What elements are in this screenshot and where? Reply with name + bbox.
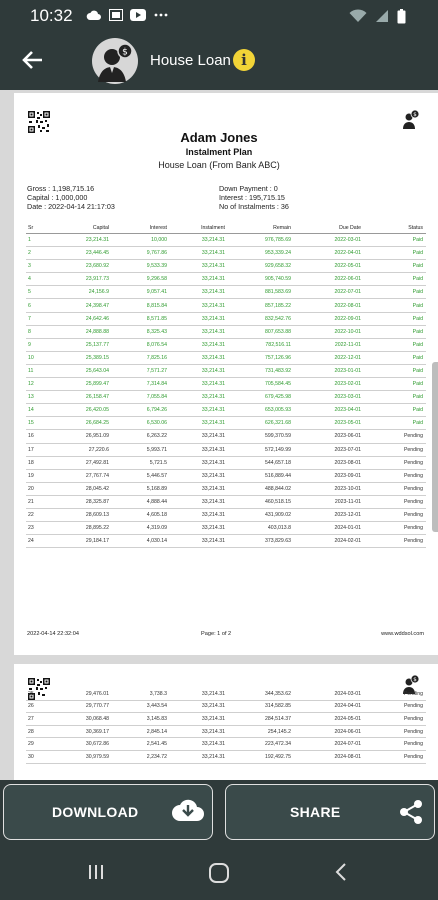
cell-interest: 4,319.09 bbox=[112, 522, 170, 535]
col-interest: Interest bbox=[112, 223, 170, 234]
table-row bbox=[26, 338, 426, 351]
report-page-1 bbox=[14, 93, 438, 655]
cell-status: Pending bbox=[364, 738, 426, 751]
cell-instalment: 33,214.31 bbox=[170, 725, 228, 738]
cell-remain: 929,658.32 bbox=[228, 260, 294, 273]
app-title: House Loan bbox=[150, 52, 231, 69]
cell-capital: 23,214.31 bbox=[54, 234, 112, 247]
cell-interest: 2,234.72 bbox=[112, 750, 170, 763]
cell-sr: 7 bbox=[26, 312, 54, 325]
cell-due-date: 2022-04-01 bbox=[294, 247, 364, 260]
cell-instalment: 33,214.31 bbox=[170, 688, 228, 700]
cell-instalment: 33,214.31 bbox=[170, 495, 228, 508]
svg-text:$: $ bbox=[122, 47, 128, 58]
table-row bbox=[26, 260, 426, 273]
cell-instalment: 33,214.31 bbox=[170, 443, 228, 456]
cell-instalment: 33,214.31 bbox=[170, 713, 228, 726]
cell-remain: 403,013.8 bbox=[228, 522, 294, 535]
cell-due-date: 2022-09-01 bbox=[294, 312, 364, 325]
capital-value: Capital : 1,000,000 bbox=[27, 192, 88, 202]
cell-interest: 6,530.06 bbox=[112, 417, 170, 430]
cell-sr: 11 bbox=[26, 364, 54, 377]
system-nav-bar bbox=[0, 846, 438, 900]
cell-sr: 22 bbox=[26, 508, 54, 521]
table-row bbox=[26, 430, 426, 443]
cell-due-date: 2022-03-01 bbox=[294, 234, 364, 247]
cell-due-date: 2023-03-01 bbox=[294, 391, 364, 404]
cell-status: Paid bbox=[364, 273, 426, 286]
cell-interest: 5,168.89 bbox=[112, 482, 170, 495]
table-row bbox=[26, 713, 426, 726]
cell-due-date: 2023-08-01 bbox=[294, 456, 364, 469]
cell-status: Pending bbox=[364, 443, 426, 456]
cell-sr: 24 bbox=[26, 535, 54, 548]
share-icon bbox=[398, 799, 424, 825]
table-row bbox=[26, 495, 426, 508]
cell-instalment: 33,214.31 bbox=[170, 299, 228, 312]
back-arrow-icon[interactable] bbox=[22, 50, 44, 70]
cell-due-date: 2024-08-01 bbox=[294, 750, 364, 763]
summary-right bbox=[219, 185, 289, 211]
cell-instalment: 33,214.31 bbox=[170, 338, 228, 351]
cell-remain: 905,740.59 bbox=[228, 273, 294, 286]
cell-instalment: 33,214.31 bbox=[170, 469, 228, 482]
home-icon[interactable] bbox=[208, 862, 230, 884]
cell-due-date: 2022-07-01 bbox=[294, 286, 364, 299]
cell-remain: 782,516.11 bbox=[228, 338, 294, 351]
cell-remain: 223,472.34 bbox=[228, 738, 294, 751]
cell-interest: 9,767.86 bbox=[112, 247, 170, 260]
download-button[interactable] bbox=[3, 784, 213, 840]
cell-instalment: 33,214.31 bbox=[170, 260, 228, 273]
cell-status: Pending bbox=[364, 456, 426, 469]
cell-due-date: 2023-10-01 bbox=[294, 482, 364, 495]
cell-instalment: 33,214.31 bbox=[170, 456, 228, 469]
cell-status: Pending bbox=[364, 522, 426, 535]
cell-remain: 314,582.85 bbox=[228, 700, 294, 713]
svg-text:$: $ bbox=[413, 112, 417, 118]
cell-remain: 284,514.37 bbox=[228, 713, 294, 726]
cell-instalment: 33,214.31 bbox=[170, 738, 228, 751]
cell-interest: 2,845.14 bbox=[112, 725, 170, 738]
footer-site: www.wddsol.com bbox=[381, 631, 424, 637]
cell-sr: 17 bbox=[26, 443, 54, 456]
cell-instalment: 33,214.31 bbox=[170, 391, 228, 404]
cell-status: Paid bbox=[364, 286, 426, 299]
app-bar bbox=[0, 32, 438, 90]
cell-sr: 18 bbox=[26, 456, 54, 469]
cell-due-date: 2022-10-01 bbox=[294, 325, 364, 338]
cell-sr: 13 bbox=[26, 391, 54, 404]
cell-due-date: 2024-02-01 bbox=[294, 535, 364, 548]
cloud-icon bbox=[86, 9, 102, 21]
cell-status: Pending bbox=[364, 688, 426, 700]
cell-status: Pending bbox=[364, 482, 426, 495]
cell-instalment: 33,214.31 bbox=[170, 273, 228, 286]
cell-status: Paid bbox=[364, 312, 426, 325]
pdf-preview[interactable] bbox=[0, 90, 438, 780]
cell-sr: 20 bbox=[26, 482, 54, 495]
table-row bbox=[26, 234, 426, 247]
cell-status: Paid bbox=[364, 299, 426, 312]
cell-status: Paid bbox=[364, 351, 426, 364]
cell-remain: 757,126.96 bbox=[228, 351, 294, 364]
cell-instalment: 33,214.31 bbox=[170, 417, 228, 430]
cell-remain: 976,785.69 bbox=[228, 234, 294, 247]
table-row bbox=[26, 325, 426, 338]
cell-capital: 27,767.74 bbox=[54, 469, 112, 482]
cell-due-date: 2024-04-01 bbox=[294, 700, 364, 713]
action-bar bbox=[0, 780, 438, 846]
cell-remain: 572,149.99 bbox=[228, 443, 294, 456]
cell-capital: 28,895.22 bbox=[54, 522, 112, 535]
cell-due-date: 2023-01-01 bbox=[294, 364, 364, 377]
cell-sr: 12 bbox=[26, 378, 54, 391]
cell-remain: 679,425.98 bbox=[228, 391, 294, 404]
table-row bbox=[26, 312, 426, 325]
cell-instalment: 33,214.31 bbox=[170, 364, 228, 377]
cloud-download-icon bbox=[172, 797, 204, 823]
cell-interest: 10,000 bbox=[112, 234, 170, 247]
cell-interest: 7,825.16 bbox=[112, 351, 170, 364]
wifi-icon bbox=[349, 9, 367, 23]
cell-status: Pending bbox=[364, 430, 426, 443]
cell-interest: 7,314.84 bbox=[112, 378, 170, 391]
cell-sr: 10 bbox=[26, 351, 54, 364]
down-payment-value: Down Payment : 0 bbox=[219, 184, 278, 193]
table-row bbox=[26, 725, 426, 738]
cell-interest: 9,296.58 bbox=[112, 273, 170, 286]
cell-status: Paid bbox=[364, 417, 426, 430]
col-status: Status bbox=[364, 223, 426, 234]
cell-remain: 373,829.63 bbox=[228, 535, 294, 548]
col-remain: Remain bbox=[228, 223, 294, 234]
more-notifications-icon bbox=[153, 9, 169, 21]
cell-capital: 27,492.81 bbox=[54, 456, 112, 469]
cell-due-date: 2023-04-01 bbox=[294, 404, 364, 417]
cell-instalment: 33,214.31 bbox=[170, 286, 228, 299]
col-sr: Sr bbox=[26, 223, 54, 234]
cell-due-date: 2022-05-01 bbox=[294, 260, 364, 273]
cell-instalment: 33,214.31 bbox=[170, 430, 228, 443]
scroll-handle[interactable] bbox=[432, 362, 438, 532]
cell-remain: 857,185.22 bbox=[228, 299, 294, 312]
table-row bbox=[26, 508, 426, 521]
instalment-table bbox=[26, 223, 426, 548]
cell-capital: 25,643.04 bbox=[54, 364, 112, 377]
status-time: 10:32 bbox=[30, 6, 73, 25]
footer-page: Page: 1 of 2 bbox=[201, 631, 232, 637]
table-row bbox=[26, 456, 426, 469]
cell-status: Paid bbox=[364, 260, 426, 273]
col-instalment: Instalment bbox=[170, 223, 228, 234]
gallery-icon bbox=[109, 9, 123, 21]
cell-remain: 516,889.44 bbox=[228, 469, 294, 482]
table-row bbox=[26, 535, 426, 548]
cell-capital: 29,476.01 bbox=[54, 688, 112, 700]
cell-status: Pending bbox=[364, 700, 426, 713]
download-label: DOWNLOAD bbox=[52, 804, 139, 820]
youtube-icon bbox=[130, 9, 146, 21]
cell-capital: 24,398.47 bbox=[54, 299, 112, 312]
cell-capital: 25,137.77 bbox=[54, 338, 112, 351]
plan-title: Instalment Plan bbox=[185, 147, 253, 157]
cell-remain: 653,005.93 bbox=[228, 404, 294, 417]
cell-capital: 25,899.47 bbox=[54, 378, 112, 391]
table-row bbox=[26, 417, 426, 430]
cell-status: Pending bbox=[364, 535, 426, 548]
table-row bbox=[26, 378, 426, 391]
cell-interest: 3,443.54 bbox=[112, 700, 170, 713]
cell-sr: 3 bbox=[26, 260, 54, 273]
cell-due-date: 2024-06-01 bbox=[294, 725, 364, 738]
svg-text:$: $ bbox=[413, 677, 417, 683]
cell-remain: 807,653.88 bbox=[228, 325, 294, 338]
cell-interest: 6,794.26 bbox=[112, 404, 170, 417]
cell-sr: 5 bbox=[26, 286, 54, 299]
cell-sr: 23 bbox=[26, 522, 54, 535]
cell-interest: 8,815.84 bbox=[112, 299, 170, 312]
table-row bbox=[26, 700, 426, 713]
summary-left bbox=[27, 185, 115, 211]
table-row bbox=[26, 273, 426, 286]
signal-icon bbox=[375, 9, 389, 23]
cell-status: Pending bbox=[364, 495, 426, 508]
cell-status: Paid bbox=[364, 338, 426, 351]
cell-capital: 30,369.17 bbox=[54, 725, 112, 738]
cell-interest: 4,030.14 bbox=[112, 535, 170, 548]
cell-interest: 5,446.57 bbox=[112, 469, 170, 482]
table-row bbox=[26, 364, 426, 377]
cell-due-date: 2023-06-01 bbox=[294, 430, 364, 443]
table-row bbox=[26, 286, 426, 299]
cell-due-date: 2024-05-01 bbox=[294, 713, 364, 726]
cell-capital: 24,642.46 bbox=[54, 312, 112, 325]
cell-capital: 26,951.09 bbox=[54, 430, 112, 443]
table-row bbox=[26, 482, 426, 495]
cell-status: Paid bbox=[364, 378, 426, 391]
cell-capital: 29,770.77 bbox=[54, 700, 112, 713]
cell-interest: 9,533.39 bbox=[112, 260, 170, 273]
cell-remain: 344,353.62 bbox=[228, 688, 294, 700]
table-row bbox=[26, 391, 426, 404]
cell-remain: 460,518.15 bbox=[228, 495, 294, 508]
table-row bbox=[26, 351, 426, 364]
cell-capital: 28,045.42 bbox=[54, 482, 112, 495]
cell-interest: 8,571.85 bbox=[112, 312, 170, 325]
cell-remain: 953,339.24 bbox=[228, 247, 294, 260]
cell-due-date: 2023-11-01 bbox=[294, 495, 364, 508]
cell-capital: 30,068.48 bbox=[54, 713, 112, 726]
system-icons bbox=[349, 9, 406, 24]
cell-interest: 4,888.44 bbox=[112, 495, 170, 508]
cell-sr: 19 bbox=[26, 469, 54, 482]
cell-instalment: 33,214.31 bbox=[170, 404, 228, 417]
cell-due-date: 2022-11-01 bbox=[294, 338, 364, 351]
cell-due-date: 2024-07-01 bbox=[294, 738, 364, 751]
cell-sr: 4 bbox=[26, 273, 54, 286]
cell-capital: 26,158.47 bbox=[54, 391, 112, 404]
cell-sr: 9 bbox=[26, 338, 54, 351]
cell-instalment: 33,214.31 bbox=[170, 234, 228, 247]
cell-due-date: 2023-05-01 bbox=[294, 417, 364, 430]
cell-sr: 25 bbox=[26, 688, 54, 700]
cell-capital: 26,684.25 bbox=[54, 417, 112, 430]
cell-sr: 8 bbox=[26, 325, 54, 338]
cell-instalment: 33,214.31 bbox=[170, 750, 228, 763]
cell-due-date: 2023-09-01 bbox=[294, 469, 364, 482]
cell-capital: 25,389.15 bbox=[54, 351, 112, 364]
cell-sr: 6 bbox=[26, 299, 54, 312]
cell-remain: 192,492.75 bbox=[228, 750, 294, 763]
cell-capital: 27,220.6 bbox=[54, 443, 112, 456]
instalment-table-continued bbox=[26, 688, 426, 764]
cell-remain: 431,909.02 bbox=[228, 508, 294, 521]
cell-remain: 626,321.68 bbox=[228, 417, 294, 430]
cell-remain: 599,370.59 bbox=[228, 430, 294, 443]
interest-value: Interest : 195,715.15 bbox=[219, 192, 285, 202]
cell-capital: 23,680.92 bbox=[54, 260, 112, 273]
cell-interest: 5,721.5 bbox=[112, 456, 170, 469]
cell-instalment: 33,214.31 bbox=[170, 312, 228, 325]
cell-due-date: 2022-12-01 bbox=[294, 351, 364, 364]
cell-interest: 7,571.27 bbox=[112, 364, 170, 377]
cell-status: Pending bbox=[364, 469, 426, 482]
cell-sr: 26 bbox=[26, 700, 54, 713]
cell-capital: 28,325.87 bbox=[54, 495, 112, 508]
cell-sr: 16 bbox=[26, 430, 54, 443]
cell-status: Paid bbox=[364, 391, 426, 404]
cell-status: Paid bbox=[364, 247, 426, 260]
cell-instalment: 33,214.31 bbox=[170, 700, 228, 713]
cell-sr: 14 bbox=[26, 404, 54, 417]
cell-due-date: 2022-08-01 bbox=[294, 299, 364, 312]
cell-capital: 23,917.73 bbox=[54, 273, 112, 286]
table-row bbox=[26, 522, 426, 535]
person-dollar-icon bbox=[402, 109, 420, 129]
cell-due-date: 2022-06-01 bbox=[294, 273, 364, 286]
cell-status: Paid bbox=[364, 234, 426, 247]
cell-status: Pending bbox=[364, 750, 426, 763]
cell-remain: 731,483.92 bbox=[228, 364, 294, 377]
cell-due-date: 2023-02-01 bbox=[294, 378, 364, 391]
cell-sr: 30 bbox=[26, 750, 54, 763]
cell-instalment: 33,214.31 bbox=[170, 378, 228, 391]
cell-interest: 9,057.41 bbox=[112, 286, 170, 299]
report-page-2 bbox=[14, 664, 438, 780]
cell-capital: 28,609.13 bbox=[54, 508, 112, 521]
table-row bbox=[26, 404, 426, 417]
cell-interest: 2,541.45 bbox=[112, 738, 170, 751]
cell-capital: 26,420.05 bbox=[54, 404, 112, 417]
cell-capital: 30,979.59 bbox=[54, 750, 112, 763]
cell-interest: 8,325.43 bbox=[112, 325, 170, 338]
cell-due-date: 2023-07-01 bbox=[294, 443, 364, 456]
cell-remain: 705,584.45 bbox=[228, 378, 294, 391]
cell-interest: 6,263.22 bbox=[112, 430, 170, 443]
cell-instalment: 33,214.31 bbox=[170, 351, 228, 364]
cell-remain: 544,657.18 bbox=[228, 456, 294, 469]
cell-sr: 1 bbox=[26, 234, 54, 247]
cell-interest: 7,055.84 bbox=[112, 391, 170, 404]
cell-status: Paid bbox=[364, 404, 426, 417]
loan-name: House Loan (From Bank ABC) bbox=[158, 160, 280, 170]
cell-instalment: 33,214.31 bbox=[170, 522, 228, 535]
cell-remain: 254,145.2 bbox=[228, 725, 294, 738]
cell-status: Pending bbox=[364, 508, 426, 521]
cell-interest: 5,993.71 bbox=[112, 443, 170, 456]
cell-capital: 29,184.17 bbox=[54, 535, 112, 548]
cell-capital: 23,446.45 bbox=[54, 247, 112, 260]
cell-instalment: 33,214.31 bbox=[170, 482, 228, 495]
gross-value: Gross : 1,198,715.16 bbox=[27, 184, 95, 193]
cell-instalment: 33,214.31 bbox=[170, 325, 228, 338]
cell-due-date: 2023-12-01 bbox=[294, 508, 364, 521]
share-button[interactable] bbox=[225, 784, 435, 840]
cell-interest: 3,738.3 bbox=[112, 688, 170, 700]
instalments-count: No of Instalments : 36 bbox=[219, 201, 289, 211]
customer-name: Adam Jones bbox=[180, 130, 258, 145]
share-label: SHARE bbox=[290, 804, 341, 820]
col-capital: Capital bbox=[54, 223, 112, 234]
table-row bbox=[26, 688, 426, 700]
cell-due-date: 2024-03-01 bbox=[294, 688, 364, 700]
cell-sr: 28 bbox=[26, 725, 54, 738]
cell-capital: 30,672.86 bbox=[54, 738, 112, 751]
footer-timestamp: 2022-04-14 22:32:04 bbox=[27, 631, 79, 637]
cell-remain: 488,844.02 bbox=[228, 482, 294, 495]
table-row bbox=[26, 443, 426, 456]
table-row bbox=[26, 247, 426, 260]
cell-sr: 15 bbox=[26, 417, 54, 430]
loan-avatar-icon bbox=[92, 38, 138, 84]
cell-sr: 27 bbox=[26, 713, 54, 726]
cell-interest: 3,145.83 bbox=[112, 713, 170, 726]
table-row bbox=[26, 469, 426, 482]
cell-instalment: 33,214.31 bbox=[170, 508, 228, 521]
table-row bbox=[26, 738, 426, 751]
cell-sr: 2 bbox=[26, 247, 54, 260]
cell-status: Paid bbox=[364, 364, 426, 377]
info-icon[interactable]: i bbox=[233, 49, 255, 71]
cell-capital: 24,156.9 bbox=[54, 286, 112, 299]
cell-instalment: 33,214.31 bbox=[170, 247, 228, 260]
battery-icon bbox=[397, 9, 406, 24]
col-due-date: Due Date bbox=[294, 223, 364, 234]
table-row bbox=[26, 299, 426, 312]
table-row bbox=[26, 750, 426, 763]
cell-remain: 832,542.76 bbox=[228, 312, 294, 325]
cell-interest: 8,076.54 bbox=[112, 338, 170, 351]
table-header bbox=[26, 223, 426, 234]
recents-icon[interactable] bbox=[86, 862, 106, 882]
cell-sr: 29 bbox=[26, 738, 54, 751]
status-bar bbox=[0, 0, 438, 32]
cell-status: Pending bbox=[364, 725, 426, 738]
cell-remain: 881,583.69 bbox=[228, 286, 294, 299]
cell-status: Pending bbox=[364, 713, 426, 726]
report-date: Date : 2022-04-14 21:17:03 bbox=[27, 201, 115, 211]
cell-capital: 24,888.88 bbox=[54, 325, 112, 338]
notification-icons bbox=[86, 9, 169, 21]
cell-interest: 4,605.18 bbox=[112, 508, 170, 521]
cell-due-date: 2024-01-01 bbox=[294, 522, 364, 535]
cell-sr: 21 bbox=[26, 495, 54, 508]
nav-back-icon[interactable] bbox=[334, 862, 348, 882]
cell-instalment: 33,214.31 bbox=[170, 535, 228, 548]
cell-status: Paid bbox=[364, 325, 426, 338]
